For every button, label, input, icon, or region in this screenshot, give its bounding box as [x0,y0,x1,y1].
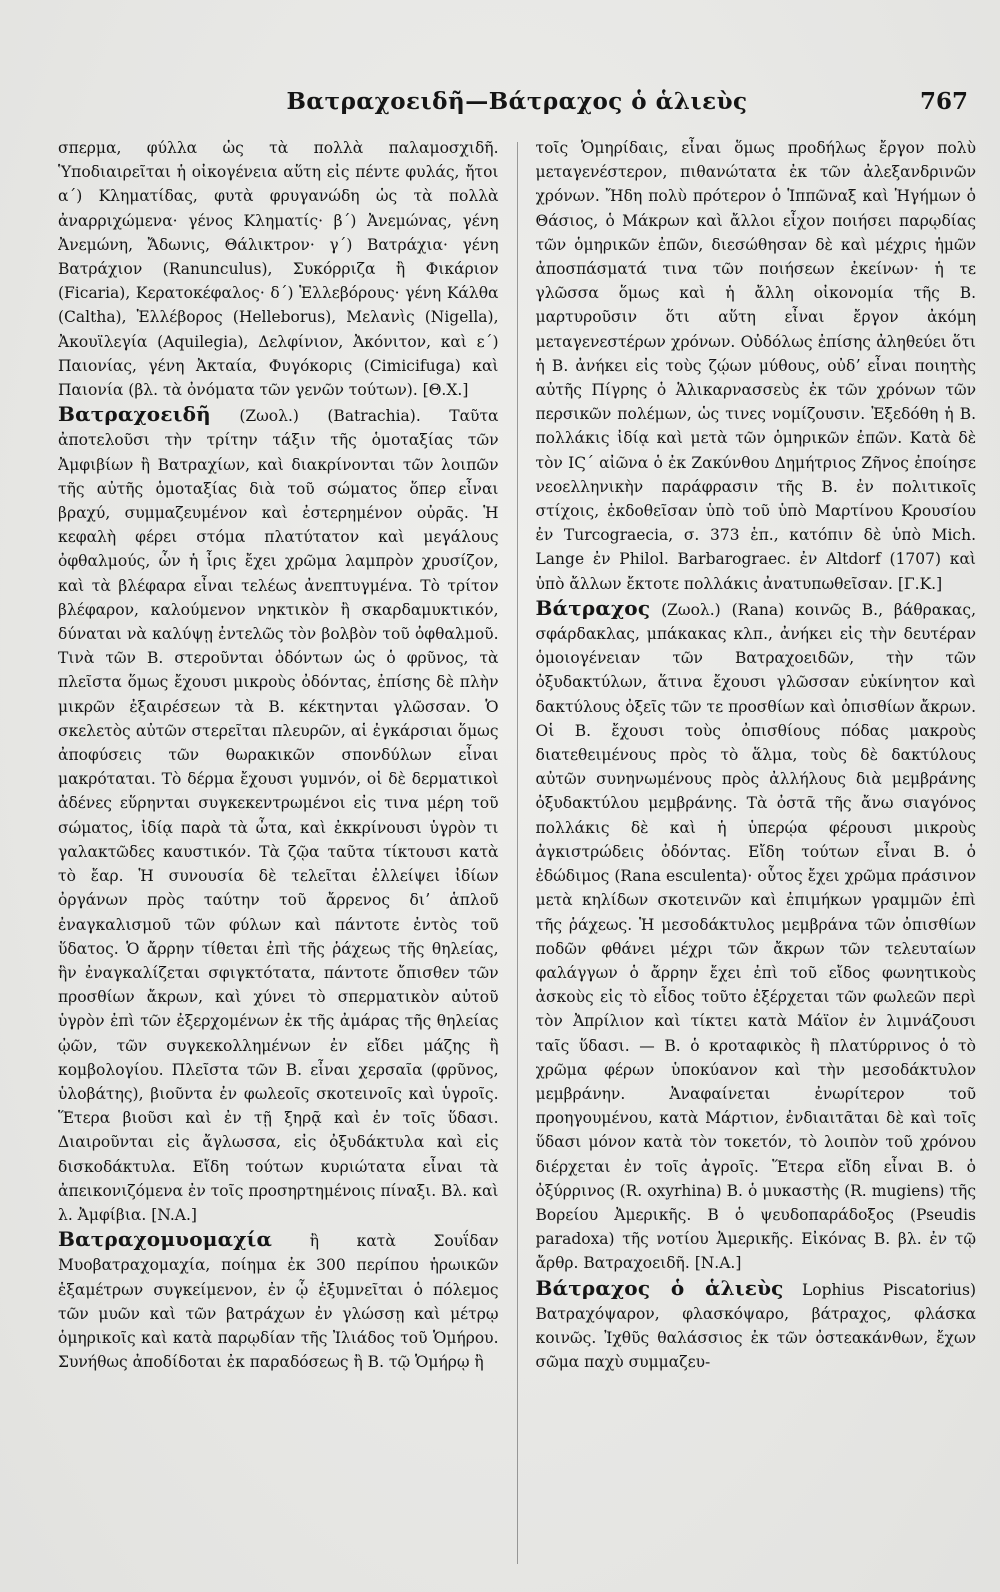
left-intro-paragraph: σπερμα, φύλλα ὡς τὰ πολλὰ παλαμοσχιδῆ. Ὑποδιαιρεῖται ἡ οἰκογένεια αὕτη εἰς πέντε φυλάς, ἤτοι α΄) Κληματίδας, φυτὰ φρυγανώδη ὡς τὰ πολλὰ ἀναρριχώμενα· γένος Κληματίς· β΄) Ἀνεμώνας, γένη Ἀνεμώνη, Ἄδωνις, Θάλικτρον· γ΄) Βατράχια· γένη Βατράχιον (Ranunculus), Συκόρριζα ἢ Φικάριον (Ficaria), Κερατοκέφαλος· δ΄) Ἑλλεβόρους· γένη Κάλθα (Caltha), Ἑλλέβορος (Helleborus), Μελανὶς (Nigella), Ἀκουϊλεγία (Aquilegia), Δελφίνιον, Ἀκόνιτον, καὶ ε΄) Παιονίας, γένη Ἀκταία, Φυγόκορις (Cimicifuga) καὶ Παιονία (βλ. τὰ ὀνόματα τῶν γενῶν τούτων). [Θ.Χ.] [58,139,499,400]
left-column [58,136,499,1566]
entry-text-batrachos: (Ζωολ.) (Rana) κοινῶς Β., βάθρακας, σφάρδακλας, μπάκακας κλπ., ἀνήκει εἰς τὴν δευτέραν ὁμοιογένειαν τῶν Βατραχοειδῶν, τὴν τῶν ὀξυδακτύλων, ἅτινα ἔχουσι γλῶσσαν εὐκίνητον καὶ δακτύλους ὀξεῖς τῶν τε προσθίων καὶ ὀπισθίων ἄκρων. Οἱ Β. ἔχουσι τοὺς ὀπισθίους πόδας μακροὺς διατεθειμένους πρὸς τὸ ἅλμα, τοὺς δὲ δακτύλους αὐτῶν συνηνωμένους πρὸς ἀλλήλους διὰ μεμβράνης ὀξυδακτύλου μεμβράνης. Τὰ ὀστᾶ τῆς ἄνω σιαγόνος πολλάκις δὲ καὶ ἡ ὑπερῴα φέρουσι μικροὺς ἀγκιστρώδεις ὀδόντας. Εἴδη τούτων εἶναι Β. ὁ ἐδώδιμος (Rana esculenta)· οὗτος ἔχει χρῶμα πράσινον μετὰ κηλίδων σκοτεινῶν καὶ ἐπιμήκων γραμμῶν ἐπὶ τῆς ῥάχεως. Ἡ μεσοδάκτυλος μεμβράνα τῶν ὀπισθίων ποδῶν φθάνει μέχρι τῶν ἄκρων τῶν τελευταίων φαλάγγων ὁ ἄρρην ἔχει ἐπὶ τοῦ εἴδος φωνητικοὺς ἀσκοὺς εἰς τὸ εἶδος τοῦτο ἐξέρχεται τῶν φωλεῶν περὶ τὸν Ἀπρίλιον καὶ τίκτει κατὰ Μάϊον ἐν λιμνάζουσι ταῖς ὕδασι. — Β. ὁ κροταφικὸς ἢ πλατύρρινος ὁ τὸ χρῶμα φέρων ὑποκύανον καὶ τὴν μεσοδάκτυλον μεμβράνην. Ἀναφαίνεται ἐνωρίτερον τοῦ προηγουμένου, κατὰ Μάρτιον, ἐνδιαιτᾶται δὲ καὶ τοῖς ὕδασι μόνον κατὰ τὸν τοκετόν, τὸ λοιπὸν τοῦ χρόνου διέρχεται ἐν τοῖς ἀγροῖς. Ἕτερα εἴδη εἶναι Β. ὁ ὀξύρρινος (R. oxyrhina) Β. ὁ μυκαστὴς (R. mugiens) τῆς Βορείου Ἀμερικῆς. Β ὁ ψευδοπαράδοξος (Pseudis paradoxa) τῆς νοτίου Ἀμερικῆς. Εἰκόνας Β. βλ. ἐν τῷ ἄρθρ. Βατραχοειδῆ. [Ν.Α.] [535,600,977,1273]
running-head [58,82,976,122]
running-title: Βατραχοειδῆ—Βάτραχος ὁ ἁλιεὺς [286,88,748,115]
headword-batrachos-ho-halieus: Βάτραχος ὁ ἁλιεὺς [535,1275,784,1300]
entry-text-batrachoeide: (Ζωολ.) (Batrachia). Ταῦτα ἀποτελοῦσι τὴν τρίτην τάξιν τῆς ὁμοταξίας τῶν Ἀμφιβίων ἢ Βατραχίων, καὶ διακρίνονται τῶν λοιπῶν τῆς αὐτῆς ὁμοταξίας διὰ τοῦ σώματος ὅπερ εἶναι βραχύ, συμμαζευμένον καὶ ἐστερημένον οὐρᾶς. Ἡ κεφαλὴ φέρει στόμα πλατύτατον καὶ μεγάλους ὀφθαλμούς, ὧν ἡ ἶρις ἔχει χρῶμα λαμπρὸν χρυσίζον, καὶ τὰ βλέφαρα εἶναι τελέως ἀνεπτυγμένα. Τὸ τρίτον βλέφαρον, καλούμενον νηκτικὸν ἢ σκαρδαμυκτικόν, δύναται νὰ καλύψῃ ἐντελῶς τὸν βολβὸν τοῦ ὀφθαλμοῦ. Τινὰ τῶν Β. στεροῦνται ὀδόντων ὡς ὁ φρῦνος, τὰ πλεῖστα ὅμως ἔχουσι μικροὺς ὀδόντας, ἐπίσης δὲ πλὴν μικρῶν ἐξαιρέσεων τὰ Β. κέκτηνται γλῶσσαν. Ὁ σκελετὸς αὐτῶν στερεῖται πλευρῶν, αἱ ἐγκάρσιαι ὅμως ἀποφύσεις τῶν θωρακικῶν σπονδύλων εἶναι μακρόταται. Τὸ δέρμα ἔχουσι γυμνόν, οἱ δὲ δερματικοὶ ἀδένες εὕρηνται συγκεκεντρωμένοι εἰς τινα μέρη τοῦ σώματος, ἰδίᾳ παρὰ τὰ ὦτα, καὶ ἐκκρίνουσι ὑγρὸν τι γαλακτῶδες καυστικόν. Τὰ ζῷα ταῦτα τίκτουσι κατὰ τὸ ἔαρ. Ἡ συνουσία δὲ τελεῖται ἐλλείψει ἰδίων ὀργάνων πρὸς ταύτην τοῦ ἄρρενος διʼ ἁπλοῦ ἐναγκαλισμοῦ τῶν φύλων καὶ πάντοτε ἐντὸς τοῦ ὕδατος. Ὁ ἄρρην τίθεται ἐπὶ τῆς ῥάχεως τῆς θηλείας, ἣν ἐναγκαλίζεται σφιγκτότατα, πάντοτε ὄπισθεν τῶν προσθίων ἄκρων, καὶ χύνει τὸ σπερματικὸν αὐτοῦ ὑγρὸν ἐπὶ τῶν ἐξερχομένων ἐκ τῆς ἀμάρας τῆς θηλείας ᾠῶν, τῶν συγκεκολλημένων ἐν εἴδει μάζης ἢ κομβολογίου. Πλεῖστα τῶν Β. εἶναι χερσαῖα (φρῦνος, ὑλοβάτης), βιοῦντα ἐν φωλεοῖς σκοτεινοῖς καὶ ὑγροῖς. Ἕτερα βιοῦσι καὶ ἐν τῇ ξηρᾷ καὶ ἐν τοῖς ὕδασι. Διαιροῦνται εἰς ἄγλωσσα, εἰς ὀξυδάκτυλα καὶ εἰς δισκοδάκτυλα. Εἴδη τούτων κυριώτατα εἶναι τὰ ἀπεικονιζόμενα ἐν τοῖς προσηρτημένοις πίναξι. Βλ. καὶ λ. Ἀμφίβια. [N.A.] [58,407,499,1224]
entry-text-batrachos-ho-halieus: Lophius Piscatorius) Βατραχόψαρον, φλασκόψαρο, βάτραχος, φλάσκα κοινῶς. Ἰχθῦς θαλάσσιος ἐκ τῶν ὀστεακάνθων, ἔχων σῶμα παχὺ συμμαζευ- [535,1280,977,1372]
entry-batrachoeide [58,402,499,1227]
entry-batrachos [536,596,977,1276]
right-column [536,136,977,1566]
right-continuation-paragraph: τοῖς Ὁμηρίδαις, εἶναι ὅμως προδήλως ἔργον πολὺ μεταγενέστερον, πιθανώτατα ἐκ τῶν ἀλεξανδρινῶν χρόνων. Ἤδη πολὺ πρότερον ὁ Ἱππῶναξ καὶ Ἡγήμων ὁ Θάσιος, ὁ Μάκρων καὶ ἄλλοι εἶχον ποιήσει παρῳδίας τῶν ὁμηρικῶν ἐπῶν, διεσώθησαν δὲ καὶ μέχρις ἡμῶν ἀποσπάσματά τινα τῶν ποιήσεων ἐκείνων· ἡ τε γλῶσσα ὅμως καὶ ἡ ἄλλη οἰκονομία τῆς Β. μαρτυροῦσιν ὅτι αὕτη εἶναι ἔργον ἀκόμη μεταγενεστέρων χρόνων. Οὐδόλως ἐπίσης ἀληθεύει ὅτι ἡ Β. ἀνήκει εἰς τοὺς ζῴων μύθους, οὐδʼ εἶναι ποιητὴς αὐτῆς Πίγρης ὁ Ἁλικαρνασσεὺς ἐκ τῶν χρόνων τῶν περσικῶν πολέμων, ὡς τινες νομίζουσιν. Ἐξεδόθη ἡ Β. πολλάκις ἰδίᾳ καὶ μετὰ τῶν ὁμηρικῶν ἐπῶν. Κατὰ δὲ τὸν ΙϚ΄ αἰῶνα ὁ ἐκ Ζακύνθου Δημήτριος Ζῆνος ἐποίησε νεοελληνικὴν παράφρασιν τῆς Β. ἐν πολιτικοῖς στίχοις, ἐκδοθεῖσαν ὑπὸ τοῦ ὑπὸ Μαρτίνου Κρουσίου ἐν Turcograecia, σ. 373 ἑπ., κατόπιν δὲ ὑπὸ Mich. Lange ἐν Philol. Barbarograec. ἐν Altdorf (1707) καὶ ὑπὸ ἄλλων ἔκτοτε πολλάκις ἀνατυπωθεῖσαν. [Γ.Κ.] [535,139,977,593]
entry-batrachos-ho-halieus [536,1276,977,1375]
entry-text-batrachomyomachia: ἢ κατὰ Σουΐδαν Μυοβατραχομαχία, ποίημα ἐκ 300 περίπου ἡρωικῶν ἑξαμέτρων συγκείμενον, ἐν ᾧ ἐξυμνεῖται ὁ πόλεμος τῶν μυῶν καὶ τῶν βατράχων ἐν γλώσσῃ καὶ μέτρῳ ὁμηρικοῖς καὶ κατὰ παρῳδίαν τῆς Ἰλιάδος τοῦ Ὁμήρου. Συνήθως ἀποδίδοται ἐκ παραδόσεως ἢ Β. τῷ Ὁμήρῳ ἢ [58,1232,499,1372]
headword-batrachos: Βάτραχος [535,595,651,620]
entry-batrachomyomachia [58,1227,499,1374]
column-divider [517,142,518,1564]
headword-batrachoeide: Βατραχοειδῆ [58,402,211,427]
text-columns [58,136,976,1566]
headword-batrachomyomachia: Βατραχομυομαχία [58,1227,273,1252]
page-number: 767 [919,88,968,115]
